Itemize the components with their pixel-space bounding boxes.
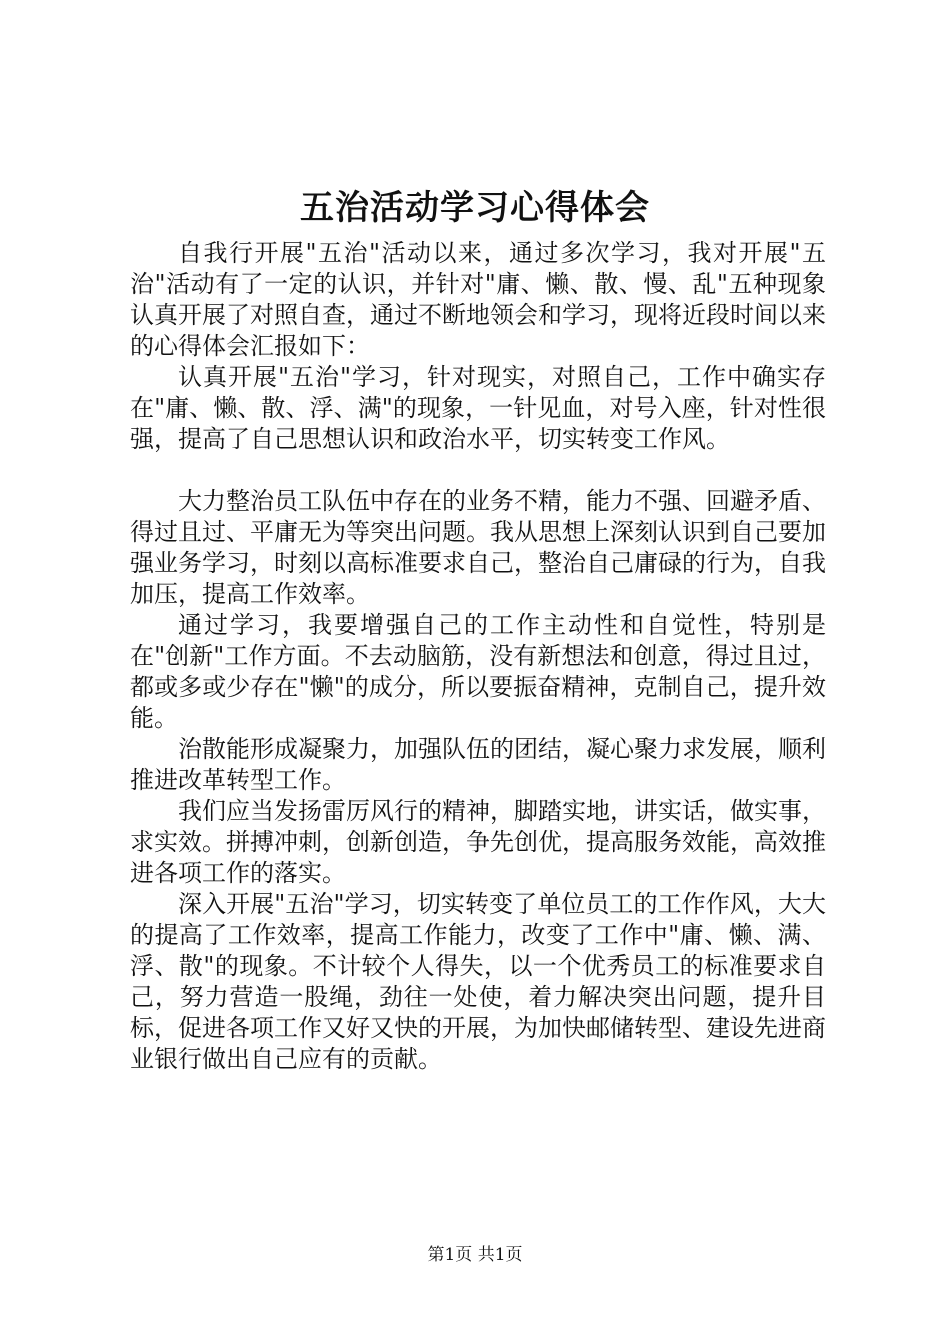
- document-body: [130, 238, 826, 1075]
- paragraph-initiative: 通过学习，我要增强自己的工作主动性和自觉性，特别是在"创新"工作方面。不去动脑筋，没有新想法和创意，得过且过，都或多或少存在"懒"的成分，所以要振奋精神，克制自己，提升效能。: [130, 611, 826, 732]
- page-footer: 第1页 共1页: [427, 1245, 523, 1265]
- paragraph-spirit: 我们应当发扬雷厉风行的精神，脚踏实地，讲实话，做实事，求实效。拼搏冲刺，创新创造，争先创优，提高服务效能，高效推进各项工作的落实。: [130, 797, 826, 887]
- paragraph-study: 认真开展"五治"学习，针对现实，对照自己，工作中确实存在"庸、懒、散、浮、满"的现象，一针见血，对号入座，针对性很强，提高了自己思想认识和政治水平，切实转变工作风。: [130, 363, 826, 453]
- paragraph-conclusion: 深入开展"五治"学习，切实转变了单位员工的工作作风，大大的提高了工作效率，提高工作能力，改变了工作中"庸、懒、满、浮、散"的现象。不计较个人得失，以一个优秀员工的标准要求自己，努力营造一股绳，劲往一处使，着力解决突出问题，提升目标，促进各项工作又好又快的开展，为加快邮储转型、建设先进商业银行做出自己应有的贡献。: [130, 890, 826, 1073]
- paragraph-rectify: 大力整治员工队伍中存在的业务不精，能力不强、回避矛盾、得过且过、平庸无为等突出问题。我从思想上深刻认识到自己要加强业务学习，时刻以高标准要求自己，整治自己庸碌的行为，自我加压，提高工作效率。: [130, 487, 826, 608]
- paragraph-cohesion: 治散能形成凝聚力，加强队伍的团结，凝心聚力求发展，顺利推进改革转型工作。: [130, 735, 826, 794]
- document-title: 五治活动学习心得体会: [300, 188, 650, 228]
- paragraph-intro: 自我行开展"五治"活动以来，通过多次学习，我对开展"五治"活动有了一定的认识，并针对"庸、懒、散、慢、乱"五种现象认真开展了对照自查，通过不断地领会和学习，现将近段时间以来的心得体会汇报如下：: [130, 239, 826, 360]
